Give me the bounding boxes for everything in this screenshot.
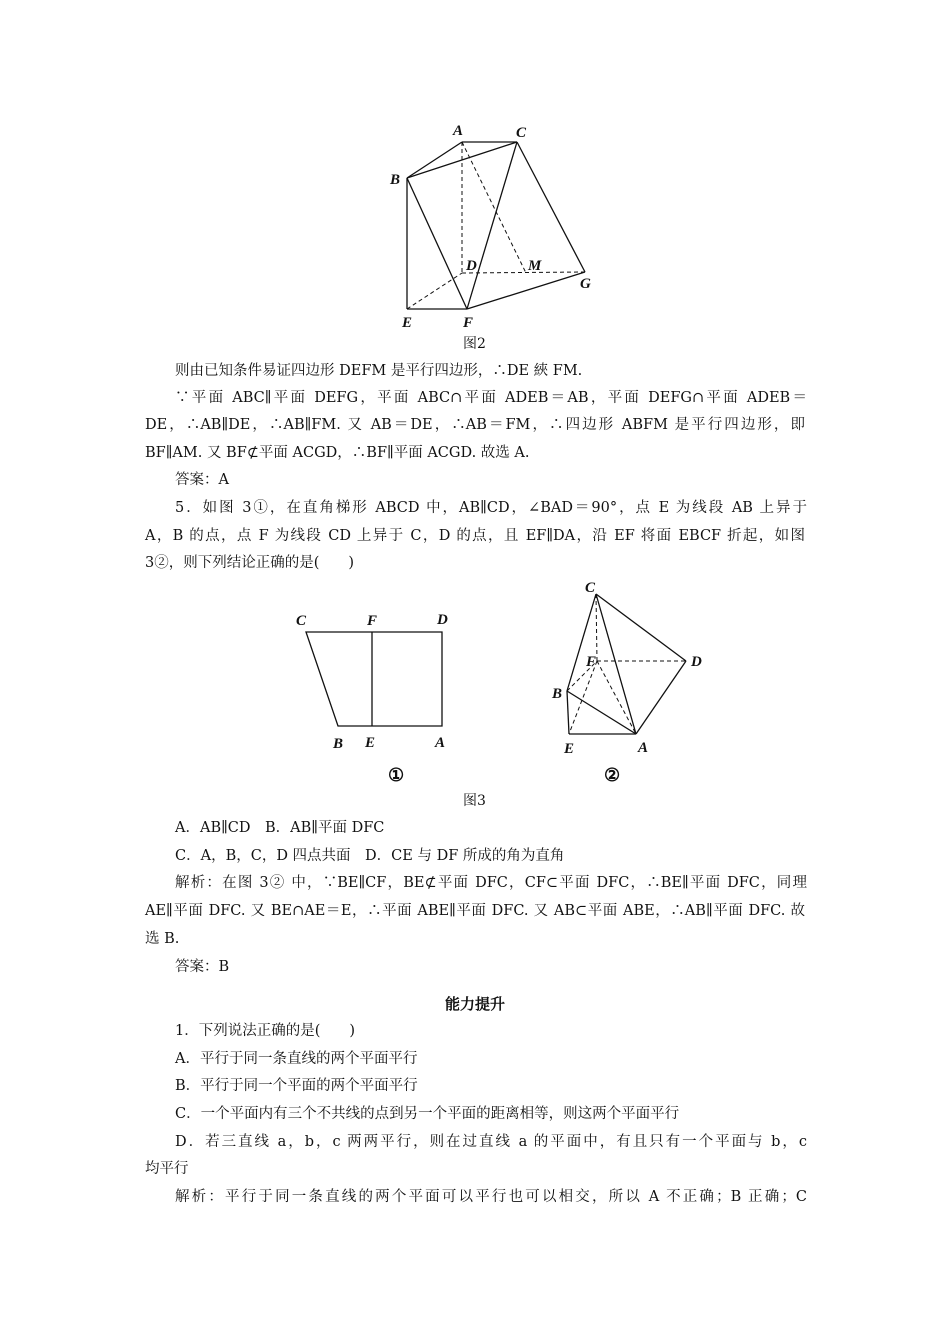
text-line: ∵平面 ABC∥平面 DEFG，平面 ABC∩平面 ADEB＝AB，平面 DEFG∩平面 ADEB＝ <box>175 390 807 406</box>
option-line: C．A，B，C，D 四点共面 D．CE 与 DF 所成的角为直角 <box>175 848 565 864</box>
fig2-label-E: E <box>402 315 413 331</box>
option-line: A．AB∥CD B．AB∥平面 DFC <box>175 820 385 836</box>
fig3a-label-B: B <box>333 736 344 752</box>
question-1-stem: 1．下列说法正确的是( ) <box>175 1023 356 1039</box>
figure-3-caption: 图3 <box>463 793 486 809</box>
fig3-sub-1: ① <box>388 765 405 785</box>
figure-3-left-diagram <box>290 605 460 795</box>
fig2-label-F: F <box>463 315 474 331</box>
fig3b-label-A: A <box>638 740 649 756</box>
figure-3-left <box>290 605 460 795</box>
figure-2 <box>380 118 610 333</box>
analysis-line: AE∥平面 DFC. 又 BE∩AE＝E，∴平面 ABE∥平面 DFC. 又 AB⊂平面 ABE，∴AB∥平面 DFC. 故 <box>145 903 805 919</box>
question-5-line: 3②，则下列结论正确的是( ) <box>145 555 355 571</box>
question-1-option-c: C．一个平面内有三个不共线的点到另一个平面的距离相等，则这两个平面平行 <box>175 1106 680 1122</box>
figure-3-right <box>545 578 705 793</box>
fig3a-label-C: C <box>296 613 307 629</box>
fig3a-label-D: D <box>437 612 448 628</box>
fig2-label-D: D <box>466 258 477 274</box>
fig2-label-B: B <box>390 172 401 188</box>
fig3-sub-2: ② <box>604 765 621 785</box>
text-line: BF∥AM. 又 BF⊄平面 ACGD，∴BF∥平面 ACGD. 故选 A. <box>145 445 530 461</box>
question-1-option-d-cont: 均平行 <box>145 1161 189 1177</box>
text-line: DE，∴AB∥DE，∴AB∥FM. 又 AB＝DE，∴AB＝FM，∴四边形 ABFM 是平行四边形，即 <box>145 417 805 433</box>
answer-4: 答案：A <box>175 472 229 488</box>
answer-5: 答案：B <box>175 959 230 975</box>
fig3a-label-E: E <box>365 735 376 751</box>
fig2-label-M: M <box>528 258 542 274</box>
fig3b-label-B: B <box>552 686 563 702</box>
analysis-line: 选 B. <box>145 931 180 947</box>
question-5-line: 5．如图 3①，在直角梯形 ABCD 中，AB∥CD，∠BAD＝90°，点 E 为线段 AB 上异于 <box>175 500 807 516</box>
question-1-option-d: D．若三直线 a，b，c 两两平行，则在过直线 a 的平面中，有且只有一个平面与 b，c <box>175 1134 807 1150</box>
figure-2-caption: 图2 <box>463 336 486 352</box>
question-1-analysis: 解析：平行于同一条直线的两个平面可以平行也可以相交，所以 A 不正确；B 正确；C <box>175 1189 807 1205</box>
question-1-option-a: A．平行于同一条直线的两个平面平行 <box>175 1051 418 1067</box>
fig2-label-G: G <box>580 276 591 292</box>
fig3a-label-A: A <box>435 735 446 751</box>
question-5-line: A，B 的点，点 F 为线段 CD 上异于 C，D 的点，且 EF∥DA，沿 EF 将面 EBCF 折起，如图 <box>145 528 805 544</box>
fig3b-label-C: C <box>585 580 596 596</box>
fig2-label-A: A <box>453 123 464 139</box>
fig3b-label-D: D <box>691 654 702 670</box>
fig2-label-C: C <box>516 125 527 141</box>
fig3b-label-E: E <box>564 741 575 757</box>
fig3a-label-F: F <box>367 613 378 629</box>
question-1-option-b: B．平行于同一个平面的两个平面平行 <box>175 1078 418 1094</box>
analysis-line: 解析：在图 3② 中，∵BE∥CF，BE⊄平面 DFC，CF⊂平面 DFC，∴BE∥平面 DFC，同理 <box>175 875 807 891</box>
text-line: 则由已知条件易证四边形 DEFM 是平行四边形，∴DE 綊 FM. <box>175 363 583 379</box>
figure-2-diagram <box>380 118 610 333</box>
fig3b-label-F: F <box>586 654 597 670</box>
figure-3-right-diagram <box>545 578 705 793</box>
section-heading: 能力提升 <box>444 995 505 1013</box>
